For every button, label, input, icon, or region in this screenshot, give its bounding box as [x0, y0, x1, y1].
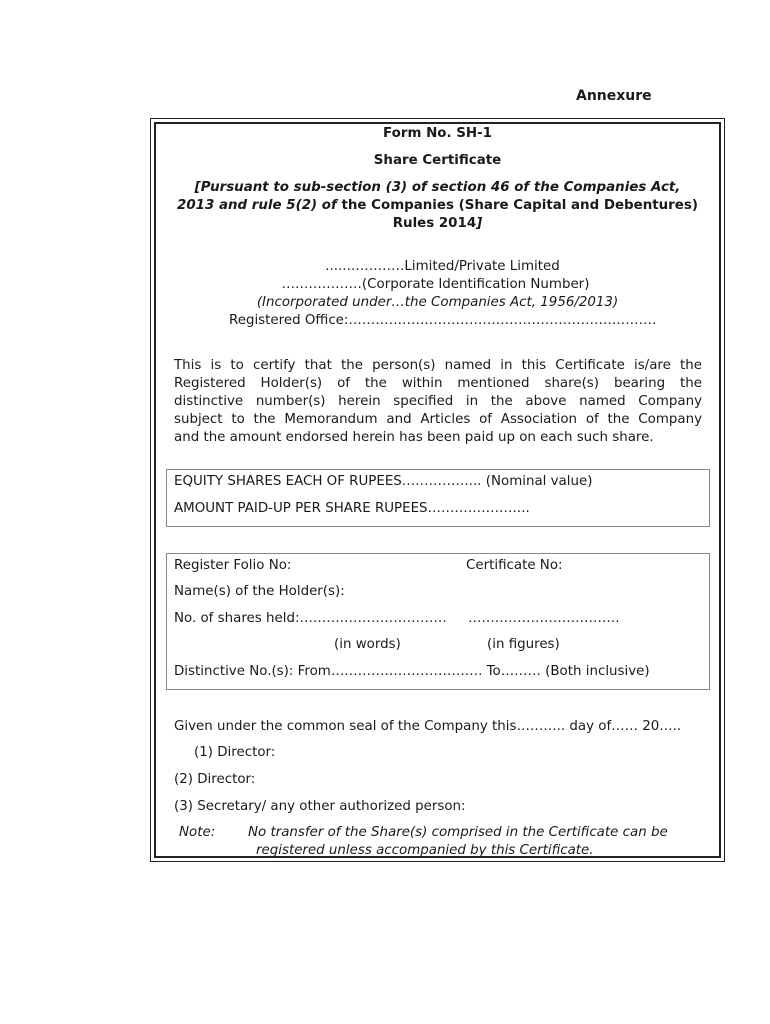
director-1-label: (1) Director:: [194, 745, 276, 760]
in-words-label: (in words): [334, 637, 401, 652]
secretary-label: (3) Secretary/ any other authorized person:: [174, 799, 466, 814]
certificate-no-label: Certificate No:: [466, 558, 563, 573]
amount-paid-up-line: AMOUNT PAID-UP PER SHARE RUPEES…………………..: [174, 501, 530, 516]
common-seal-line: Given under the common seal of the Company this……….. day of…… 20…..: [174, 719, 682, 734]
cin-line: ………………(Corporate Identification Number): [281, 277, 590, 292]
note-label: Note:: [179, 825, 216, 840]
registered-office-line: Registered Office:……………………………………………………………: [229, 313, 657, 328]
holder-names-label: Name(s) of the Holder(s):: [174, 584, 345, 599]
certify-paragraph: [174, 357, 702, 447]
form-number: Form No. SH-1: [383, 126, 492, 141]
shares-held-label: No. of shares held:……………………………: [174, 611, 447, 626]
certify-line: Registered Holder(s) of the within mentioned share(s) bearing the: [174, 376, 702, 391]
pursuant-line-2-rest: the Companies (Share Capital and Debentures): [336, 198, 698, 213]
note-line-2: registered unless accompanied by this Certificate.: [256, 843, 594, 858]
register-folio-label: Register Folio No:: [174, 558, 292, 573]
distinctive-numbers-line: Distinctive No.(s): From……………………………. To……… (Both inclusive): [174, 664, 650, 679]
certify-line: This is to certify that the person(s) named in this Certificate is/are the: [174, 358, 702, 373]
certify-line: and the amount endorsed herein has been paid up on each such share.: [174, 430, 654, 445]
annexure-label: Annexure: [576, 88, 652, 104]
pursuant-line-2: [150, 198, 725, 213]
pursuant-line-2-italic: 2013 and rule 5(2) of: [177, 198, 337, 213]
pursuant-line-3: Rules 2014]: [392, 216, 483, 231]
certify-line: subject to the Memorandum and Articles of Association of the Company: [174, 412, 702, 427]
equity-shares-line: EQUITY SHARES EACH OF RUPEES……………... (Nominal value): [174, 474, 593, 489]
incorporated-line: (Incorporated under…the Companies Act, 1956/2013): [256, 295, 619, 310]
note-line-1: No transfer of the Share(s) comprised in the Certificate can be: [248, 825, 668, 840]
director-2-label: (2) Director:: [174, 772, 256, 787]
company-name-line: ......…………Limited/Private Limited: [325, 259, 560, 274]
in-figures-label: (in figures): [487, 637, 560, 652]
certify-line: distinctive number(s) herein specified in the above named Company: [174, 394, 702, 409]
form-title: Share Certificate: [373, 153, 502, 168]
shares-figures-blank: …………………………….: [468, 611, 620, 626]
pursuant-line-1: [Pursuant to sub-section (3) of section 46 of the Companies Act,: [194, 180, 681, 195]
